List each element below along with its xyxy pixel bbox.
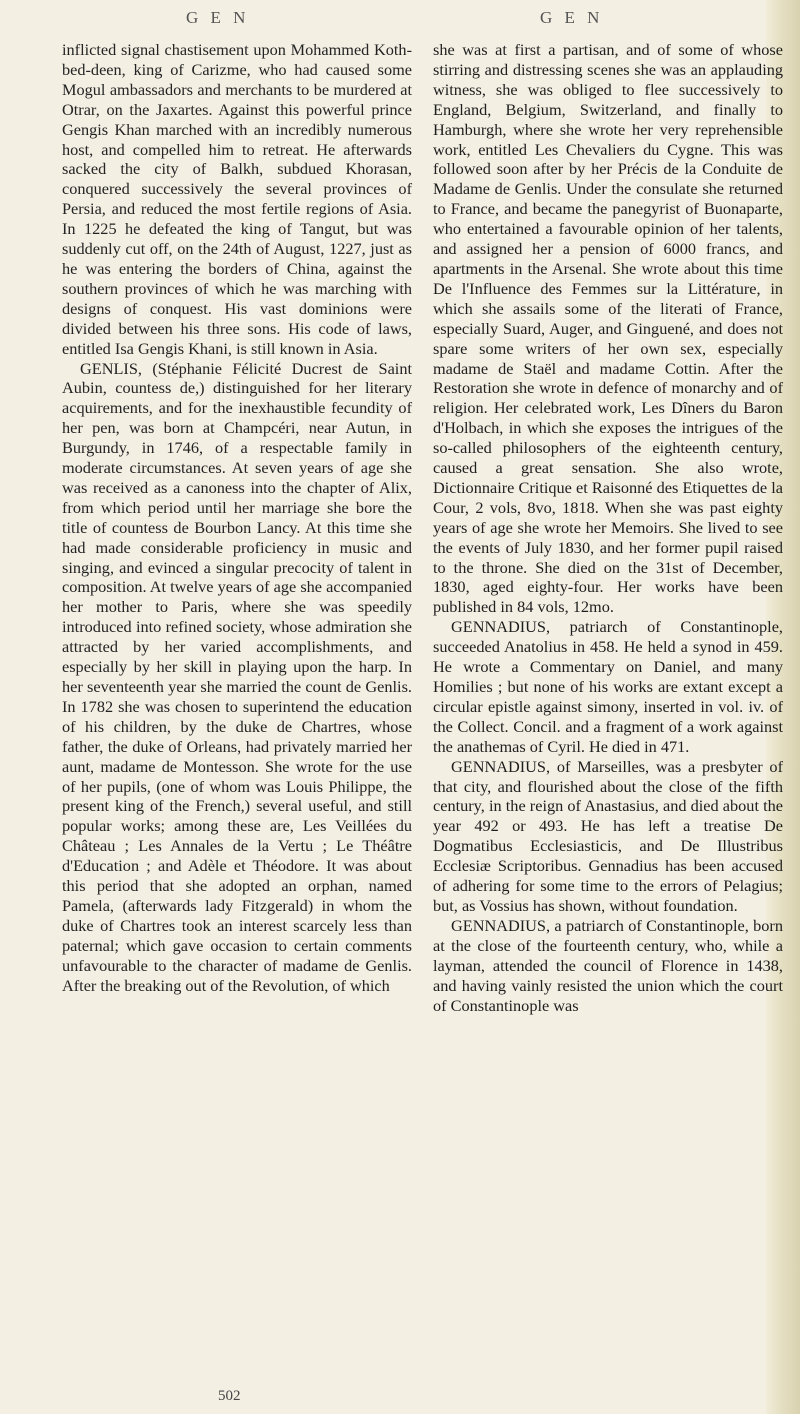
right-column — [433, 40, 783, 1015]
entry-gennadius-marseilles: GENNADIUS, of Marseilles, was a presbyter of that city, and flourished about the close of the fifth century, in the reign of Anastasius, and died about the year 492 or 493. He has left a treatise De Dogmatibus Ecclesiasticis, and De Illustribus Ecclesiæ Scriptoribus. Gennadius has been accused of adhering for some time to the errors of Pelagius; but, as Vossius has shown, without foundation. — [433, 756, 783, 915]
entry-gennadius-patriarch: GENNADIUS, a patriarch of Constantinople, born at the close of the fourteenth century, who, while a layman, attended the council of Florence in 1438, and having vainly resisted the union which the court of Constantinople was — [433, 915, 783, 1015]
entry-genlis: GENLIS, (Stéphanie Félicité Ducrest de Saint Aubin, countess de,) distinguished for her literary acquirements, and for the inexhaustible fecundity of her pen, was born at Champcéri, near Autun, in Burgundy, in 1746, of a respectable family in moderate circumstances. At seven years of age she was received as a canoness into the chapter of Alix, from which period until her marriage she bore the title of countess de Bourbon Lancy. At this time she had made considerable proficiency in music and singing, and evinced a singular precocity of talent in composition. At twelve years of age she accompanied her mother to Paris, where she was speedily introduced into refined society, whose admiration she attracted by her varied accomplishments, and especially by her skill in playing upon the harp. In her seventeenth year she married the count de Genlis. In 1782 she was chosen to superintend the education of his children, by the duke de Chartres, whose father, the duke of Orleans, had privately married her aunt, madame de Montesson. She wrote for the use of her pupils, (one of whom was Louis Philippe, the present king of the French,) several useful, and still popular works; among these are, Les Veillées du Château ; Les Annales de la Vertu ; Le Théâtre d'Education ; and Adèle et Théodore. It was about this period that she adopted an orphan, named Pamela, (afterwards lady Fitzgerald) in whom the duke of Chartres took an interest scarcely less than paternal; which gave occasion to certain comments unfavourable to the character of madame de Genlis. After the breaking out of the Revolution, of which — [62, 358, 412, 995]
entry-gennadius-constantinople: GENNADIUS, patriarch of Constantinople, succeeded Anatolius in 458. He held a synod in 459. He wrote a Commentary on Daniel, and many Homilies ; but none of his works are extant except a circular epistle against simony, inserted in vol. iv. of the Collect. Concil. and a fragment of a work against the anathemas of Cyril. He died in 471. — [433, 617, 783, 756]
page-number: 502 — [218, 1388, 241, 1404]
running-head-right: G E N — [540, 8, 604, 27]
genlis-continuation: she was at first a partisan, and of some of whose stirring and distressing scenes she was an applauding witness, she was obliged to flee successively to England, Belgium, Switzerland, and finally to Hamburgh, where she wrote her very reprehensible work, entitled Les Chevaliers du Cygne. This was followed soon after by her Précis de la Conduite de Madame de Genlis. Under the consulate she returned to France, and became the panegyrist of Buonaparte, who entertained a favourable opinion of her talents, and assigned her a pension of 6000 francs, and apartments in the Arsenal. She wrote about this time De l'Influence des Femmes sur la Littérature, in which she assails some of the literati of France, especially Suard, Auger, and Ginguené, and does not spare some writers of her own sex, especially madame de Staël and madame Cottin. After the Restoration she wrote in defence of monarchy and of religion. Her celebrated work, Les Dîners du Baron d'Holbach, in which she exposes the intrigues of the so-called philosophers of the eighteenth century, caused a great sensation. She also wrote, Dictionnaire Critique et Raisonné des Etiquettes de la Cour, 2 vols, 8vo, 1818. When she was past eighty years of age she wrote her Memoirs. She lived to see the events of July 1830, and her former pupil raised to the throne. She died on the 31st of December, 1830, aged eighty-four. Her works have been published in 84 vols, 12mo. — [433, 40, 783, 617]
running-head-left: G E N — [186, 8, 250, 27]
gengis-khan-continuation: inflicted signal chastisement upon Mohammed Koth-bed-deen, king of Carizme, who had caused some Mogul ambassadors and merchants to be murdered at Otrar, on the Jaxartes. Against this powerful prince Gengis Khan marched with an incredibly numerous host, and compelled him to retreat. He afterwards sacked the city of Balkh, subdued Khorasan, conquered successively the several provinces of Persia, and reduced the most fertile regions of Asia. In 1225 he defeated the king of Tangut, but was suddenly cut off, on the 24th of August, 1227, just as he was entering the borders of China, against the southern provinces of which he was marching with designs of conquest. His vast dominions were divided between his three sons. His code of laws, entitled Isa Gengis Khani, is still known in Asia. — [62, 40, 412, 358]
left-column — [62, 40, 412, 996]
